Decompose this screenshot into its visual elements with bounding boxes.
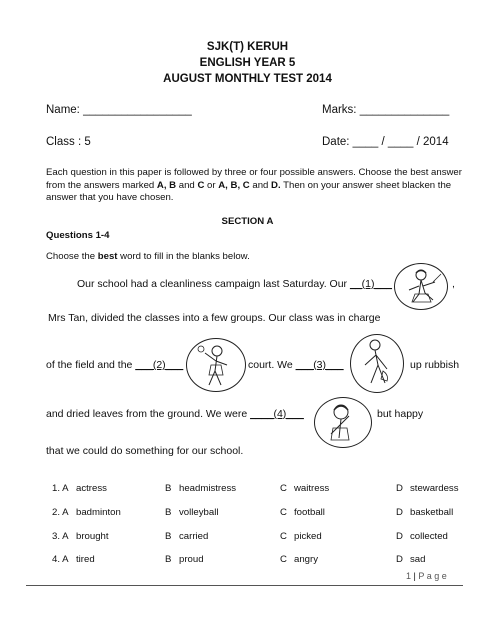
question-number: 3. A [52,531,69,542]
passage-line-2: Mrs Tan, divided the classes into a few groups. Our class was in charge [48,312,381,324]
option-d: stewardess [410,483,459,494]
page-number: 1 [406,571,412,581]
choose-text-post: word to fill in the blanks below. [117,251,250,262]
girl-wiping-face-icon [315,398,371,447]
blank-4: ____(4)___ [250,408,304,420]
instr-text-5: Then on your answer sheet blacken the answer that you have chosen. [46,179,452,203]
name-field: Name: _________________ [46,104,192,116]
option-b: headmistress [179,483,237,494]
option-c-letter: C [280,531,287,542]
date-field: Date: ____ / ____ / 2014 [322,136,449,148]
footer-separator: | [413,571,416,581]
marks-field: Marks: ______________ [322,104,450,116]
question-number: 1. A [52,483,69,494]
blank-1: __(1)___ [349,278,392,290]
option-d-letter: D [396,483,403,494]
option-d: collected [410,531,448,542]
choose-text-bold: best [97,251,118,262]
woman-teacher-icon [395,264,447,309]
questions-label: Questions 1-4 [46,230,110,241]
section-title: SECTION A [221,216,274,227]
option-b: volleyball [179,507,219,518]
choose-text-pre: Choose the [46,251,98,262]
blank-2: ___(2)___ [135,359,184,371]
option-c: picked [294,531,322,542]
passage-line-1-text: Our school had a cleanliness campaign last Saturday. Our [77,278,348,290]
option-c: football [294,507,325,518]
subject-title: ENGLISH YEAR 5 [199,57,296,69]
passage-line-3b [248,359,344,371]
option-c-letter: C [280,483,287,494]
person-bending-icon [351,335,403,392]
footer-rule [26,585,463,586]
instr-bold-2: C [197,179,205,191]
option-a: badminton [76,507,121,518]
passage-line-4a [46,408,304,420]
instr-text-2: and [176,179,198,191]
option-b-letter: B [165,507,172,518]
tired-girl-picture [314,397,372,448]
option-a: brought [76,531,109,542]
class-field: Class : 5 [46,136,91,148]
instr-text-3: or [204,179,219,191]
passage-line-5: that we could do something for our school. [46,445,244,457]
test-title: AUGUST MONTHLY TEST 2014 [163,73,332,85]
question-number: 2. A [52,507,69,518]
option-c: waitress [294,483,330,494]
sport-player-picture [186,338,246,392]
passage-line-3b-text: court. We [248,359,293,371]
picking-rubbish-picture [350,334,404,393]
passage-line-3a-text: of the field and the [46,359,133,371]
instructions [46,167,464,205]
option-d: basketball [410,507,454,518]
question-number: 4. A [52,554,69,565]
option-b: carried [179,531,209,542]
option-a: tired [76,554,95,565]
option-b-letter: B [165,483,172,494]
passage-line-1 [77,278,392,290]
choose-instruction [46,251,250,262]
page-footer [406,571,447,581]
school-title: SJK(T) KERUH [206,41,289,53]
instr-bold-3: A, B, C [218,179,250,191]
option-b: proud [179,554,204,565]
option-b-letter: B [165,531,172,542]
option-a: actress [76,483,107,494]
headmistress-picture [394,263,448,310]
passage-line-4b: but happy [377,408,424,420]
passage-line-4a-text: and dried leaves from the ground. We were [46,408,248,420]
passage-line-1-comma: , [452,278,455,290]
instr-bold-1: A, B [156,179,177,191]
option-c: angry [294,554,318,565]
option-c-letter: C [280,507,287,518]
instr-bold-4: D. [271,179,281,191]
option-d: sad [410,554,426,565]
blank-3: ___(3)___ [295,359,344,371]
option-d-letter: D [396,531,403,542]
page-word: P a g e [418,571,447,581]
option-b-letter: B [165,554,172,565]
instr-text-1: Each question in this paper is followed by three or four possible answers. Choose the best answer from the answers marked [46,167,462,191]
option-d-letter: D [396,554,403,565]
option-c-letter: C [280,554,287,565]
option-d-letter: D [396,507,403,518]
passage-line-3c: up rubbish [410,359,460,371]
passage-line-3a [46,359,183,371]
instr-text-4: and [249,179,272,191]
girl-playing-icon [187,339,245,391]
